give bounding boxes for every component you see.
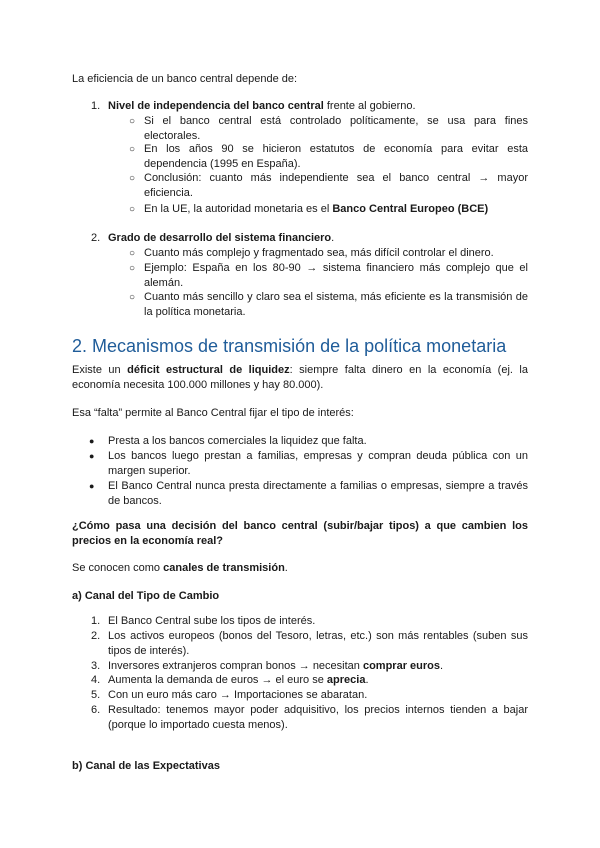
step-item [91,659,528,674]
hollow-bullet-icon: ○ [129,292,136,303]
sub-list-item-text: Cuanto más sencillo y claro sea el sistema, más eficiente es la transmisión de la política monetaria. [144,291,528,318]
hollow-bullet-icon: ○ [129,248,136,259]
step-item [91,703,528,733]
bullet-item-text: El Banco Central nunca presta directamente a familias o empresas, siempre a través de bancos. [108,480,528,507]
hollow-bullet-icon: ○ [129,204,136,215]
bullet-item [89,479,528,509]
list-number: 4. [91,674,101,686]
sub-list-item-text: En los años 90 se hicieron estatutos de economía para evitar esta dependencia (1995 en España). [144,143,528,170]
sub-list-item-text: Ejemplo: España en los 80-90 → sistema financiero más complejo que el alemán. [144,262,528,289]
step-text: Resultado: tenemos mayor poder adquisitivo, los precios internos tienden a bajar (porque lo importado cuesta menos). [108,704,528,731]
filled-bullet-icon: ● [89,481,95,491]
intro-paragraph: La eficiencia de un banco central depende de: [72,73,298,85]
deficit-paragraph [72,363,528,393]
channels-post: . [284,562,288,574]
factor-title-rest: . [331,232,335,244]
step-text-end: . [440,660,444,672]
sub-list-item [129,114,528,144]
hollow-bullet-icon: ○ [129,116,136,127]
section-heading: 2. Mecanismos de transmisión de la política monetaria [72,336,507,356]
sub-list-item [129,142,528,172]
step-text-end: . [365,674,369,686]
channels-pre: Se conocen como [72,562,164,574]
bullet-item [89,434,528,449]
sub-list-item [129,290,528,320]
list-number: 5. [91,689,101,701]
list-number: 2. [91,232,101,244]
sub-list-item [129,261,528,291]
channels-paragraph [72,561,528,576]
step-text: Inversores extranjeros compran bonos → necesitan [108,660,363,672]
subheading-a: a) Canal del Tipo de Cambio [72,590,220,602]
step-text: Aumenta la demanda de euros → el euro se [108,674,327,686]
channels-term: canales de transmisión [163,562,285,574]
sub-list-item-text: Conclusión: cuanto más independiente sea el banco central → mayor eficiencia. [144,172,528,199]
deficit-term: déficit estructural de liquidez [127,364,290,376]
step-item [91,614,528,629]
bullet-item-text: Presta a los bancos comerciales la liquidez que falta. [108,435,367,447]
filled-bullet-icon: ● [89,436,95,446]
bullet-item [89,449,528,479]
step-item [91,629,528,659]
factor-title: Nivel de independencia del banco central [108,100,324,112]
deficit-post: : siempre falta dinero en la economía (ej. la economía necesita 100.000 millones y hay 80.000). [72,364,528,391]
sub-list-item-text: Si el banco central está controlado políticamente, se usa para fines electorales. [144,115,528,142]
sub-list-item [129,202,528,217]
bullet-item-text: Los bancos luego prestan a familias, empresas y compran deuda pública con un margen superior. [108,450,528,477]
list-number: 3. [91,660,101,672]
hollow-bullet-icon: ○ [129,144,136,155]
subheading-b: b) Canal de las Expectativas [72,760,220,772]
step-emphasis: comprar euros [362,660,440,672]
sub-list-item-text: Cuanto más complejo y fragmentado sea, más difícil controlar el dinero. [144,247,494,259]
list-number: 2. [91,630,101,642]
step-text: Con un euro más caro → Importaciones se abaratan. [108,689,368,701]
list-number: 1. [91,615,101,627]
list-number: 6. [91,704,101,716]
falta-paragraph: Esa “falta” permite al Banco Central fijar el tipo de interés: [72,407,354,419]
factor-title-rest: frente al gobierno. [323,100,416,112]
hollow-bullet-icon: ○ [129,173,136,184]
deficit-pre: Existe un [72,364,128,376]
question-paragraph: ¿Cómo pasa una decisión del banco central (subir/bajar tipos) a que cambien los precios en la economía real? [72,520,528,547]
filled-bullet-icon: ● [89,451,95,461]
sub-list-item [129,171,528,201]
sub-list-item [129,246,528,261]
step-text: Los activos europeos (bonos del Tesoro, letras, etc.) son más rentables (suben sus tipos de interés). [108,630,528,657]
factor-item [91,231,528,246]
step-item [91,673,528,688]
step-emphasis: aprecia [326,674,366,686]
step-item [91,688,528,703]
sub-list-item-text: En la UE, la autoridad monetaria es el [144,203,333,215]
factor-title: Grado de desarrollo del sistema financiero [108,232,332,244]
step-text: El Banco Central sube los tipos de interés. [108,615,316,627]
hollow-bullet-icon: ○ [129,263,136,274]
factor-item [91,99,528,114]
list-number: 1. [91,100,101,112]
bce-name: Banco Central Europeo (BCE) [332,203,489,215]
